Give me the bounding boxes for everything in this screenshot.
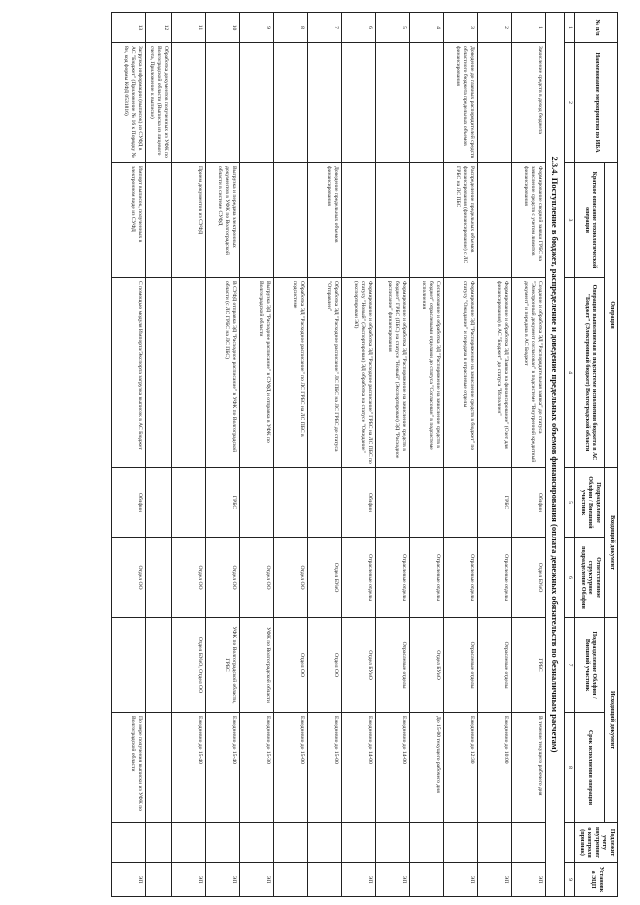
- cell-short: Прием документов из СУФД: [171, 163, 205, 278]
- cell-ushp: ЭП: [375, 863, 409, 897]
- cell-deadline: Ежедневно до 15-40: [171, 713, 205, 823]
- cell-out-unit: Отдел БУиО: [409, 618, 443, 713]
- header-budget: Операция выполняемая в подсистеме исполнения бюджета в АС "Бюджет" (Электронный бюджет) Волгоградской области: [575, 278, 604, 468]
- table-row: [145, 13, 171, 897]
- cell-short: Формирование сводной заявки ГРБС на зачисление средств с учетом лимитов финансирования: [511, 163, 545, 278]
- cell-budget: Выгрузка ЭД "Расходное расписание" в СУФД и отправка в УФК по Волгоградской области: [239, 278, 273, 468]
- cell-accounting: [273, 823, 307, 863]
- cell-deadline: Ежедневно до 15-40: [205, 713, 239, 823]
- cell-struct: Отраслевые отделы: [477, 538, 511, 618]
- col-num: 7: [565, 618, 575, 713]
- col-num: 5: [565, 468, 575, 538]
- cell-struct: Отдел ОО: [273, 538, 307, 618]
- cell-short: [145, 163, 171, 278]
- cell-no: 7: [307, 13, 341, 43]
- cell-struct: Отраслевые отделы: [409, 538, 443, 618]
- cell-deadline: Ежедневно до 14-00: [375, 713, 409, 823]
- cell-name: Обработка документов полученных из УФК по Волгоградской области (Выписка из лицевого счета, Приложение к выписке): [145, 43, 171, 163]
- header-accounting: Подлежит учету внутреннего контроля (признак): [575, 823, 618, 863]
- col-num: 9: [565, 863, 575, 897]
- cell-accounting: [511, 823, 545, 863]
- cell-struct: Отдел БУиО: [307, 538, 341, 618]
- cell-unit: ГРБС: [477, 468, 511, 538]
- cell-unit: ГРБС: [205, 468, 239, 538]
- cell-budget: В СУФД отправка ЭД "Расходное расписание" в УФК по Волгоградской области (с ЛС ГРБС на ЛС ПБС): [205, 278, 239, 468]
- table-row: [273, 13, 307, 897]
- col-num: [565, 823, 575, 863]
- column-numbers-row: [565, 13, 575, 897]
- cell-deadline: Ежедневно до 15-00: [307, 713, 341, 823]
- cell-deadline: Ежедневно до 15-30: [239, 713, 273, 823]
- header-out-unit: Подразделение Облфин / Внешний участник: [575, 618, 604, 713]
- operations-table: [111, 12, 618, 897]
- cell-accounting: [375, 823, 409, 863]
- cell-unit: [239, 468, 273, 538]
- cell-short: Импорт выписок, полученных в электронном виде из СУФД: [111, 163, 145, 278]
- cell-short: [375, 163, 409, 278]
- cell-name: [273, 43, 307, 163]
- cell-no: 2: [477, 13, 511, 43]
- cell-budget: Согласование и обработка ЭД "Распоряжение на зачисление средств в бюджет" отраслевыми отделами до статуса "Согласован" в подсистеме исполнения: [409, 278, 443, 468]
- cell-struct: Отдел ОО: [111, 538, 145, 618]
- cell-no: 6: [341, 13, 375, 43]
- col-num: 6: [565, 538, 575, 618]
- cell-name: [239, 43, 273, 163]
- header-ushp: Установка ЭЦП: [575, 863, 618, 897]
- cell-unit: [171, 468, 205, 538]
- cell-unit: Облфин: [511, 468, 545, 538]
- table-row: [111, 13, 145, 897]
- cell-accounting: [171, 823, 205, 863]
- cell-budget: Обработка ЭД "Расходное расписание" ЛС ПБС на ЛС ГРБС до статуса "Отправлен": [307, 278, 341, 468]
- header-row-1: [604, 13, 617, 897]
- cell-accounting: [443, 823, 477, 863]
- cell-no: 12: [145, 13, 171, 43]
- cell-accounting: [205, 823, 239, 863]
- cell-budget: Обработка ЭД "Расходное расписание" по ЛС ГРБС на ЛС ПБС в подсистеме: [273, 278, 307, 468]
- cell-out-unit: Отдел ОО: [307, 618, 341, 713]
- cell-struct: Отраслевые отделы: [341, 538, 375, 618]
- cell-ushp: ЭП: [111, 863, 145, 897]
- cell-short: [239, 163, 273, 278]
- cell-deadline: Ежедневно до 12:30: [443, 713, 477, 823]
- cell-deadline: Ежедневно до 10:00: [477, 713, 511, 823]
- cell-accounting: [239, 823, 273, 863]
- cell-struct: Отдел ОО: [205, 538, 239, 618]
- cell-no: 3: [443, 13, 477, 43]
- header-short: Краткое описание технологической операции: [575, 163, 604, 278]
- table-row: [477, 13, 511, 897]
- cell-no: 1: [511, 13, 545, 43]
- cell-out-unit: ГРБС: [511, 618, 545, 713]
- table-row: [511, 13, 545, 897]
- cell-deadline: Ежедневно до 15-00: [273, 713, 307, 823]
- cell-struct: [145, 538, 171, 618]
- table-row: [171, 13, 205, 897]
- cell-budget: [145, 278, 171, 468]
- cell-accounting: [307, 823, 341, 863]
- cell-name: [409, 43, 443, 163]
- cell-out-unit: Отраслевые отделы: [477, 618, 511, 713]
- table-row: [341, 13, 375, 897]
- cell-short: [477, 163, 511, 278]
- cell-ushp: ЭП: [443, 863, 477, 897]
- cell-budget: Формирование и обработка ЭД "Расходное расписание" ГРБС на ЛС ПБС по статусу "Новый" (Экспортирован) ЭД обработка на статусе "Ожидание" (экспортирован ЭЛ): [341, 278, 375, 468]
- header-input-doc: Входящий документ: [604, 468, 617, 618]
- cell-deadline: До 15-00 текущего рабочего дня: [409, 713, 443, 823]
- cell-unit: [409, 468, 443, 538]
- cell-unit: [375, 468, 409, 538]
- cell-short: [341, 163, 375, 278]
- cell-short: Доведение предельных объемов финансирования: [307, 163, 341, 278]
- col-num: 8: [565, 713, 575, 823]
- cell-out-unit: УФК по Волгоградской области: [239, 618, 273, 713]
- header-deadline: Срок исполнения операции: [575, 713, 604, 823]
- cell-struct: Отдел БУиО: [511, 538, 545, 618]
- table-row: [443, 13, 477, 897]
- table-row: [409, 13, 443, 897]
- col-num: 2: [565, 43, 575, 163]
- cell-no: 13: [111, 13, 145, 43]
- cell-unit: [273, 468, 307, 538]
- cell-no: 8: [273, 13, 307, 43]
- cell-name: [307, 43, 341, 163]
- cell-ushp: [307, 863, 341, 897]
- cell-name: [171, 43, 205, 163]
- cell-unit: Облфин: [341, 468, 375, 538]
- cell-short: Выгрузка и передача электронных документов в УФК по Волгоградской области в системе СУФД: [205, 163, 239, 278]
- cell-name: Доведение до главных распорядителей средств областного бюджета предельных объемов финансирования: [443, 43, 477, 163]
- cell-struct: Отдел ОО: [171, 538, 205, 618]
- cell-accounting: [145, 823, 171, 863]
- cell-budget: [171, 278, 205, 468]
- cell-out-unit: Отдел БУиО: [341, 618, 375, 713]
- header-no: № п/п: [575, 13, 618, 43]
- cell-no: 11: [171, 13, 205, 43]
- table-row: [205, 13, 239, 897]
- cell-struct: Отдел ОО: [239, 538, 273, 618]
- col-num: 3: [565, 163, 575, 278]
- cell-struct: Отраслевые отделы: [443, 538, 477, 618]
- cell-out-unit: [111, 618, 145, 713]
- cell-out-unit: Отдел ОО: [273, 618, 307, 713]
- cell-out-unit: Отдел БУиО, Отдел ОО: [171, 618, 205, 713]
- cell-accounting: [341, 823, 375, 863]
- cell-name: [477, 43, 511, 163]
- cell-name: Загрузка информации (выписок) из СУФД в АС "Бюджет" (Приложение № 16 к Порядку № 8н, код формы КФД 0531816): [111, 43, 145, 163]
- header-output-doc: Исходящий документ: [604, 618, 617, 823]
- cell-no: 9: [239, 13, 273, 43]
- section-title: 2.3.4. Поступление в бюджет, распределение и доведение предельных объемов финансирования (оплата денежных обязательств по безналичным расчетам): [545, 13, 565, 897]
- cell-short: [273, 163, 307, 278]
- cell-out-unit: УФК по Волгоградской области, ГРБС: [205, 618, 239, 713]
- cell-struct: Отраслевые отделы: [375, 538, 409, 618]
- cell-unit: [443, 468, 477, 538]
- cell-unit: [307, 468, 341, 538]
- header-operation: Операция: [604, 163, 617, 468]
- cell-no: 5: [375, 13, 409, 43]
- cell-out-unit: [145, 618, 171, 713]
- cell-budget: Формирование ЭД "Распоряжение на зачисление средств в бюджет" по статусу "Ожидание" и передача в отраслевые отделы: [443, 278, 477, 468]
- cell-short: [409, 163, 443, 278]
- cell-accounting: [111, 823, 145, 863]
- cell-ushp: [273, 863, 307, 897]
- cell-ushp: ЭП: [239, 863, 273, 897]
- cell-ushp: [145, 863, 171, 897]
- cell-accounting: [409, 823, 443, 863]
- header-resp-unit: Подразделение Облфин / Внешний участник: [575, 468, 604, 538]
- cell-ushp: ЭП: [205, 863, 239, 897]
- cell-ushp: ЭП: [341, 863, 375, 897]
- cell-ushp: ЭП: [477, 863, 511, 897]
- cell-deadline: [145, 713, 171, 823]
- table-row: [307, 13, 341, 897]
- cell-budget: С помощью модуля Импорта/Экспорта загрузка выписок в АС Бюджет: [111, 278, 145, 468]
- cell-name: [375, 43, 409, 163]
- cell-no: 10: [205, 13, 239, 43]
- cell-name: Зачисление средств в доход бюджета: [511, 43, 545, 163]
- cell-name: [341, 43, 375, 163]
- section-title-row: [545, 13, 565, 897]
- cell-deadline: Ежедневно до 14-00: [341, 713, 375, 823]
- cell-unit: Облфин: [111, 468, 145, 538]
- cell-ushp: ЭП: [511, 863, 545, 897]
- table-row: [239, 13, 273, 897]
- cell-ushp: ЭП: [171, 863, 205, 897]
- header-resp-struct: Ответственное структурное подразделение Облфин: [575, 538, 604, 618]
- cell-deadline: По мере получения выписки из УФК по Волгоградской области: [111, 713, 145, 823]
- cell-no: 4: [409, 13, 443, 43]
- cell-deadline: В течение текущего рабочего дня: [511, 713, 545, 823]
- cell-out-unit: Отраслевые отделы: [375, 618, 409, 713]
- col-num: 4: [565, 278, 575, 468]
- cell-short: Распределение предельных объемов финансирования (финансирование) с ЛС ГРБС на ЛС ПБС: [443, 163, 477, 278]
- col-num: 1: [565, 13, 575, 43]
- header-name: Наименование мероприятия по ИБА: [575, 43, 618, 163]
- cell-budget: Формирование и обработка ЭД "Заявка на финансирование" (Счет для финансирования) в АС "Бюджет" до статуса "Исполнен": [477, 278, 511, 468]
- cell-name: [205, 43, 239, 163]
- cell-unit: [145, 468, 171, 538]
- cell-out-unit: Отраслевые отделы: [443, 618, 477, 713]
- cell-budget: Формирование и обработка ЭД "Распоряжение на зачисление средств в бюджет" ГРБС (ПБС) на статусе "Новый" (Экспортирован) ЭД "Расходное расписание" финансирования: [375, 278, 409, 468]
- cell-ushp: [409, 863, 443, 897]
- cell-accounting: [477, 823, 511, 863]
- cell-budget: Создание и обработка ЭД "Распорядительная заявка" до статуса "Электронный документ согласован" в подсистеме "Внутренний кредитный документ" и передача в АС Бюджет: [511, 278, 545, 468]
- table-row: [375, 13, 409, 897]
